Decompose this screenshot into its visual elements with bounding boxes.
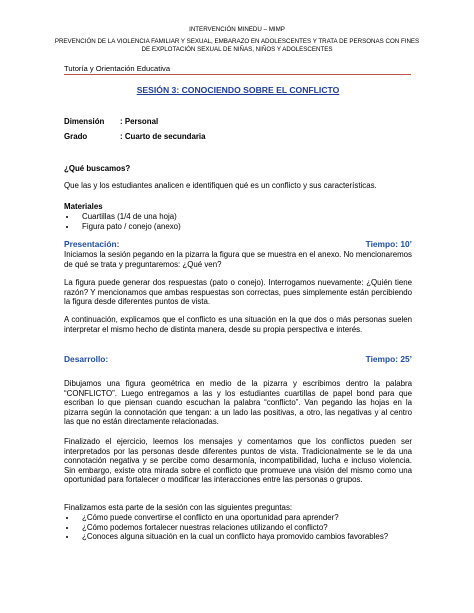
presentation-paragraph-3: A continuación, explicamos que el conflicto es una situación en la que dos o más personas suelen interpretar el mismo hecho de distinta manera, desde su propia perspectiva e interés. <box>64 315 412 334</box>
presentation-paragraph-1: Iniciamos la sesión pegando en la pizarra la figura que se muestra en el anexo. No mencionaremos de qué se trata y preguntaremos: ¿Qué ven? <box>64 250 412 269</box>
goal-text: Que las y los estudiantes analicen e identifiquen qué es un conflicto y sus características. <box>64 181 377 190</box>
material-item: • Cuartillas (1/4 de una hoja) <box>77 212 412 222</box>
header-organization <box>40 38 434 53</box>
header-line-3: DE EXPLOTACIÓN SEXUAL DE NIÑAS, NIÑOS Y ADOLESCENTES <box>141 45 333 53</box>
presentation-heading: Presentación: <box>64 239 120 249</box>
development-header <box>64 355 412 365</box>
goal-heading: ¿Qué buscamos? <box>64 164 131 173</box>
grade-label: Grado <box>64 132 88 141</box>
dimension-row <box>64 117 412 127</box>
development-paragraph-1: Dibujamos una figura geométrica en medio de la pizarra y escribimos dentro la palabra “CONFLICTO”. Luego entregamos a las y los estudiantes cuartillas de papel bond para que escriban lo que piensan cuando escuchan la palabra “conflicto”. Van pegando las hojas en la pizarra según la connotación que tengan: a un lado las positivas, a otro, las negativas y al centro las que no están directamente relacionadas. <box>64 379 412 427</box>
grade-value: : Cuarto de secundaria <box>120 132 206 141</box>
presentation-paragraph-2: La figura puede generar dos respuestas (pato o conejo). Interrogamos nuevamente: ¿Quién tiene razón? Y mencionamos que ambas respuestas son correctas, pues simplemente están percibiendo la figura desde diferentes puntos de vista. <box>64 278 412 307</box>
session-title: SESIÓN 3: CONOCIENDO SOBRE EL CONFLICTO <box>136 85 340 95</box>
dimension-value: : Personal <box>120 117 159 126</box>
presentation-time: Tiempo: 10’ <box>365 239 412 249</box>
question-item: • ¿Cómo puede convertirse el conflicto en una oportunidad para aprender? <box>77 513 412 523</box>
development-time: Tiempo: 25’ <box>365 354 412 364</box>
question-item: • ¿Conoces alguna situación en la cual un conflicto haya promovido cambios favorables? <box>77 532 412 542</box>
materials-list <box>64 212 412 231</box>
dimension-label: Dimensión <box>64 117 105 126</box>
question-item: • ¿Cómo podemos fortalecer nuestras relaciones utilizando el conflicto? <box>77 523 412 533</box>
presentation-header <box>64 240 412 250</box>
subject-label: Tutoría y Orientación Educativa <box>64 64 171 73</box>
header-rule <box>64 74 411 75</box>
header-line-1: INTERVENCIÓN MINEDU – MIMP <box>189 26 285 33</box>
grade-row <box>64 132 412 142</box>
material-item: • Figura pato / conejo (anexo) <box>77 222 412 232</box>
header-line-2: PREVENCIÓN DE LA VIOLENCIA FAMILIAR Y SEXUAL, EMBARAZO EN ADOLESCENTES Y TRATA DE PERSONAS CON FINES <box>54 38 420 45</box>
materials-heading: Materiales <box>64 202 103 211</box>
development-paragraph-3: Finalizamos esta parte de la sesión con las siguientes preguntas: <box>64 503 293 512</box>
questions-list <box>64 513 412 542</box>
development-heading: Desarrollo: <box>64 354 109 364</box>
development-paragraph-2: Finalizado el ejercicio, leemos los mensajes y comentamos que los conflictos pueden ser interpretados por las personas desde diferentes puntos de vista. Tradicionalmente se le da una connotación negativa y se percibe como desarmonía, incompatibilidad, lucha e incluso violencia. Sin embargo, existe otra mirada sobre el conflicto que promueve una visión del mismo como una oportunidad para fortalecer o modificar las interacciones entre las personas o grupos. <box>64 437 412 485</box>
